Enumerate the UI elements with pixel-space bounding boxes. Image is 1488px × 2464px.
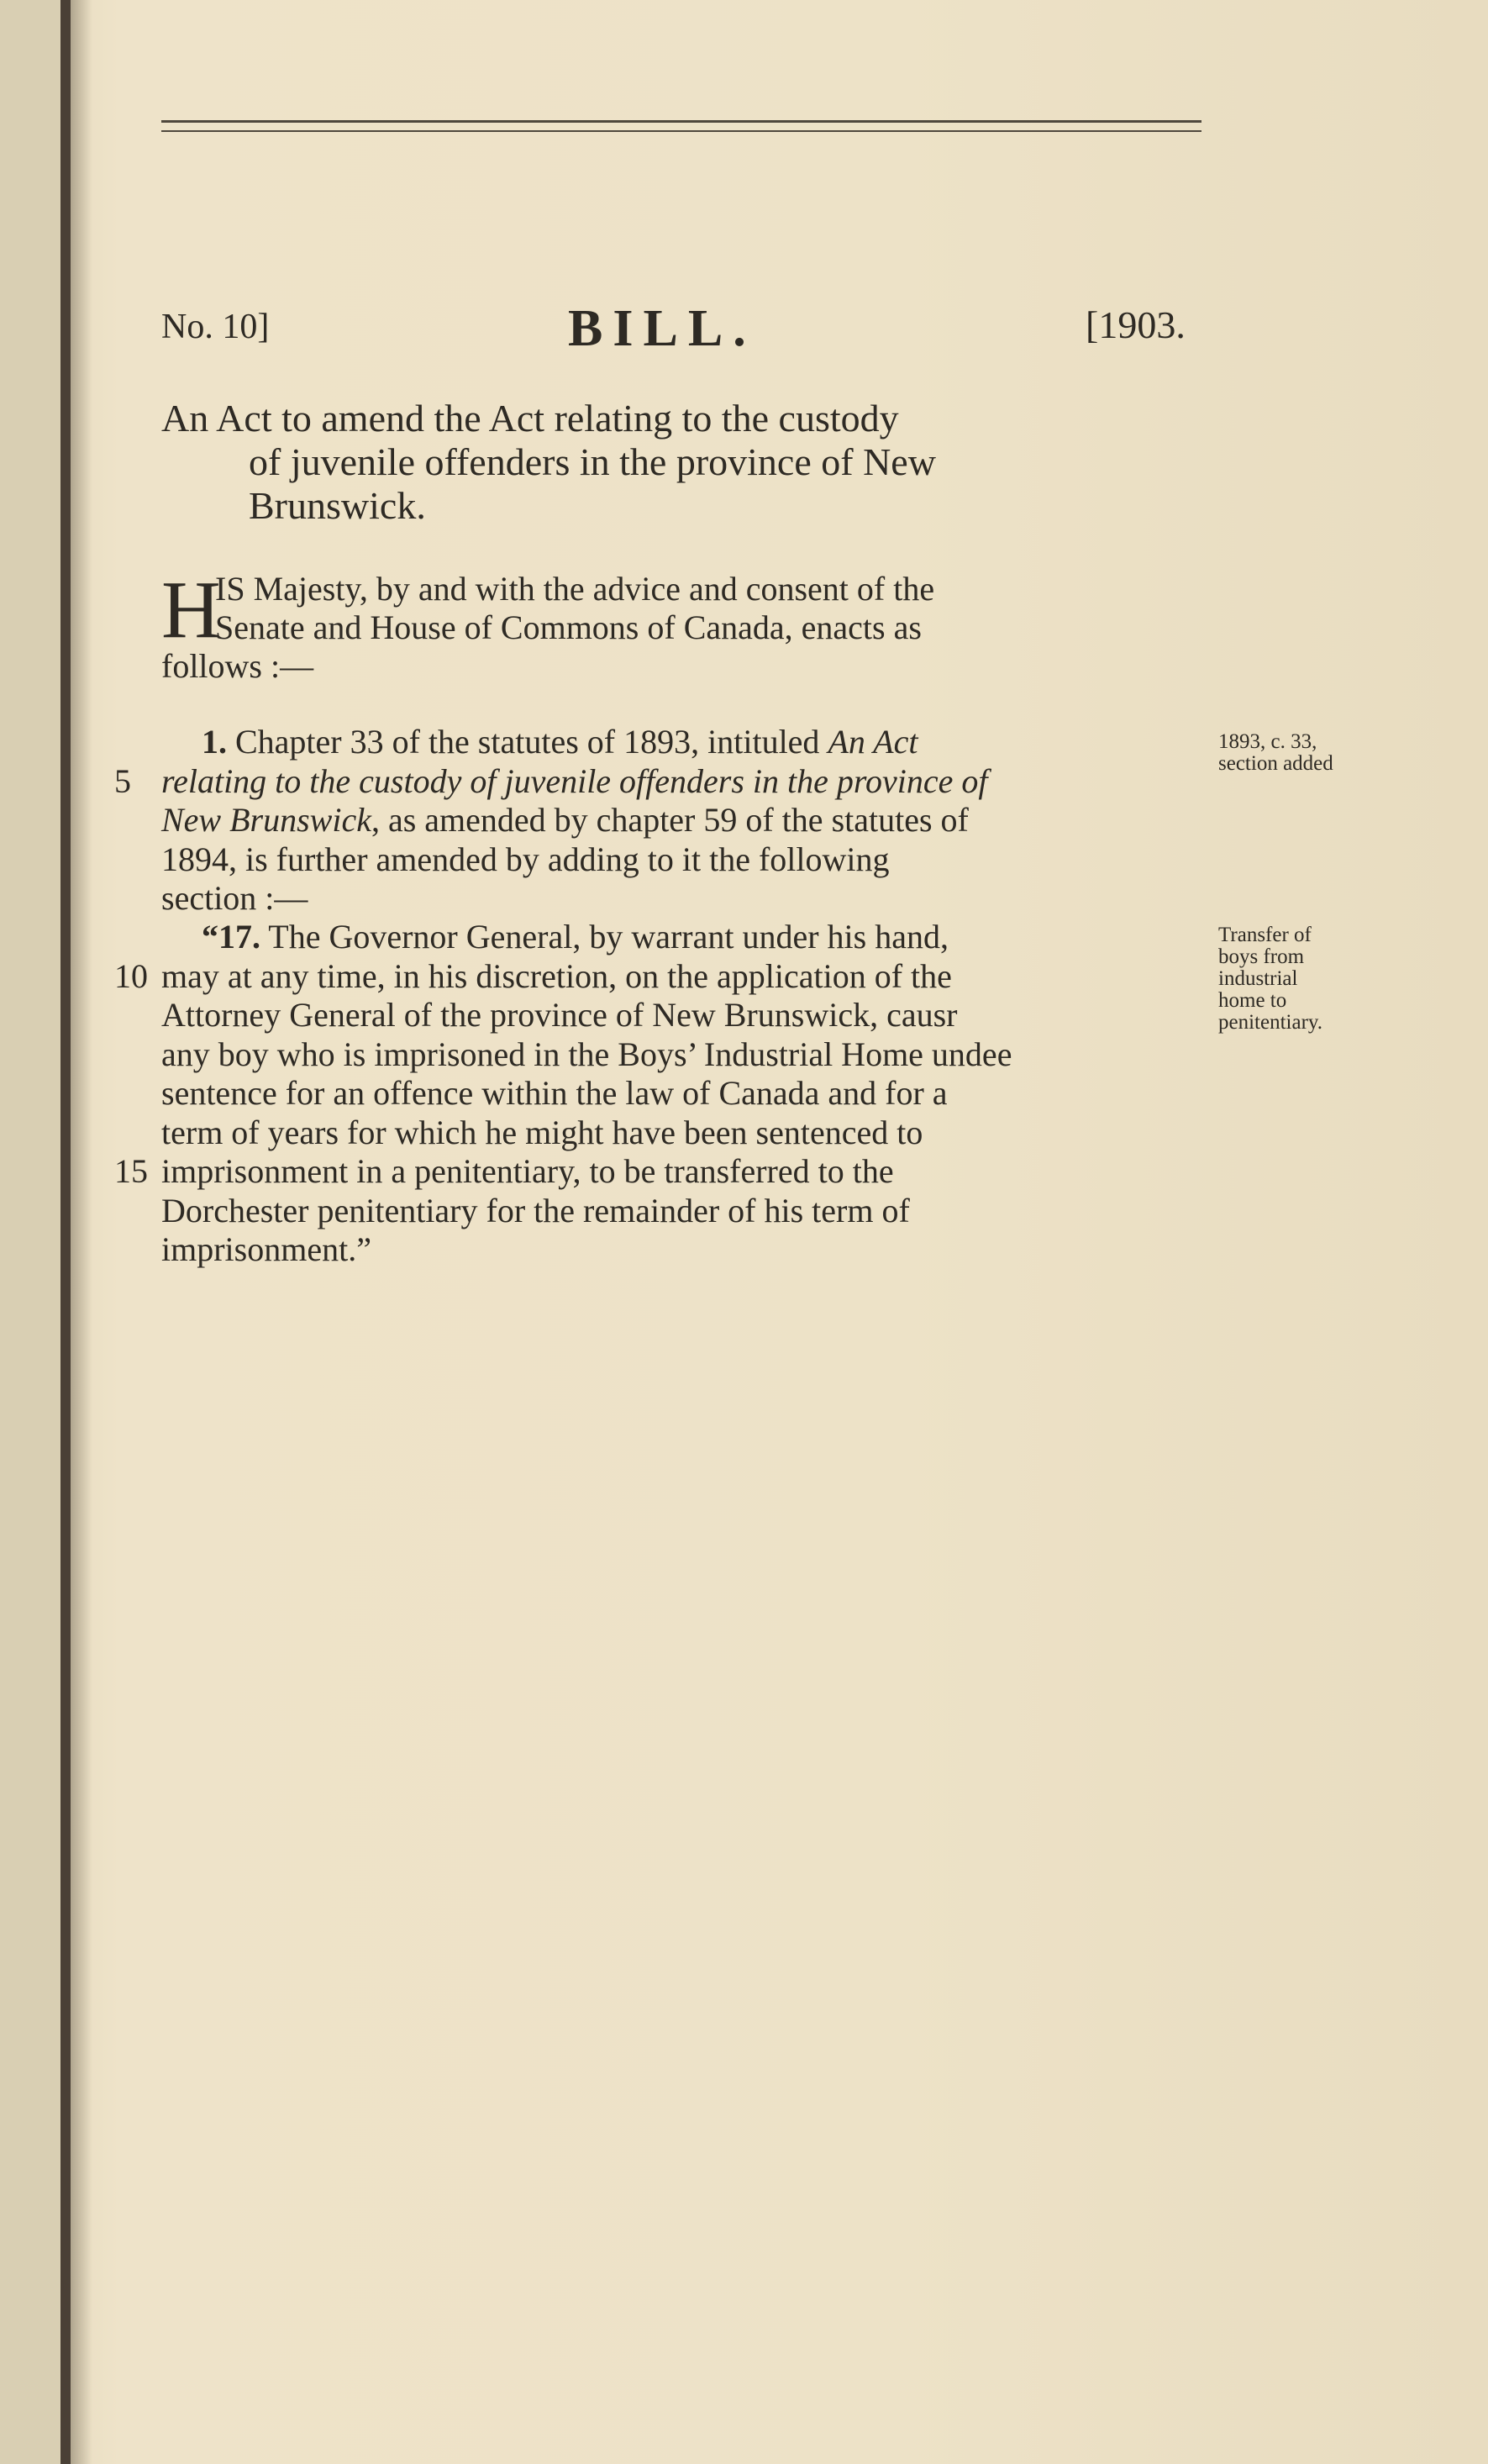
margin-note-line: section added [1218,752,1333,775]
section-number: “17. [202,918,260,956]
line-number: 15 [114,1152,148,1190]
preamble-line: IS Majesty, by and with the advice and consent of the [215,570,935,608]
line-number: 10 [114,956,148,995]
facing-page-edge [0,0,60,2464]
margin-note-line: Transfer of [1218,924,1312,946]
bill-number: No. 10] [161,308,270,346]
section-line [161,801,1212,840]
act-citation: relating to the custody of juvenile offenders in the province of [161,761,988,800]
section-line [114,956,1212,997]
section-line [114,761,1212,802]
section-text: may at any time, in his discretion, on the application of the [161,956,952,995]
act-title-line: Brunswick. [249,484,426,527]
margin-note-line: industrial [1218,967,1298,990]
act-title [161,397,1212,528]
section-text: , as amended by chapter 59 of the statutes of [371,801,969,839]
section-text: imprisonment in a penitentiary, to be transferred to the [161,1152,894,1190]
section-line: sentence for an offence within the law of Canada and for a [161,1074,948,1112]
section-17 [114,918,1212,1270]
section-line [161,723,1212,762]
section-line: term of years for which he might have been sentenced to [161,1113,923,1151]
section-number: 1. [202,723,227,761]
bill-title: BILL. [568,300,756,357]
binding-shadow [71,0,92,2464]
margin-note-section-17 [1218,924,1412,1034]
bill-year: [1903. [1086,303,1186,346]
top-rule-thin [161,130,1201,132]
preamble-line: follows :— [161,647,314,685]
act-title-line: An Act to amend the Act relating to the custody [161,397,899,440]
preamble-line: Senate and House of Commons of Canada, enacts as [215,608,922,646]
act-title-line: of juvenile offenders in the province of New [249,440,936,483]
section-line: imprisonment.” [161,1230,371,1268]
act-citation: An Act [828,723,918,761]
section-line [114,1152,1212,1192]
top-rule [161,120,1201,123]
section-text: The Governor General, by warrant under his hand, [268,918,949,956]
section-line: Attorney General of the province of New Brunswick, causr [161,996,958,1034]
binding-edge [60,0,71,2464]
section-line: Dorchester penitentiary for the remainder of his term of [161,1191,910,1229]
margin-note-line: home to [1218,989,1287,1012]
act-citation: New Brunswick [161,801,371,839]
margin-note-line: 1893, c. 33, [1218,730,1317,753]
margin-note-line: boys from [1218,945,1305,968]
section-text: Chapter 33 of the statutes of 1893, intituled [235,723,828,761]
margin-note-section-1 [1218,731,1412,775]
drop-capital: H [161,565,221,655]
margin-note-line: penitentiary. [1218,1011,1323,1034]
section-line: 1894, is further amended by adding to it the following [161,840,890,878]
section-line: any boy who is imprisoned in the Boys’ Industrial Home undee [161,1035,1012,1073]
section-1 [114,723,1212,919]
section-line [161,918,1212,957]
section-line: section :— [161,879,308,917]
preamble [161,565,1212,686]
line-number: 5 [114,761,131,800]
